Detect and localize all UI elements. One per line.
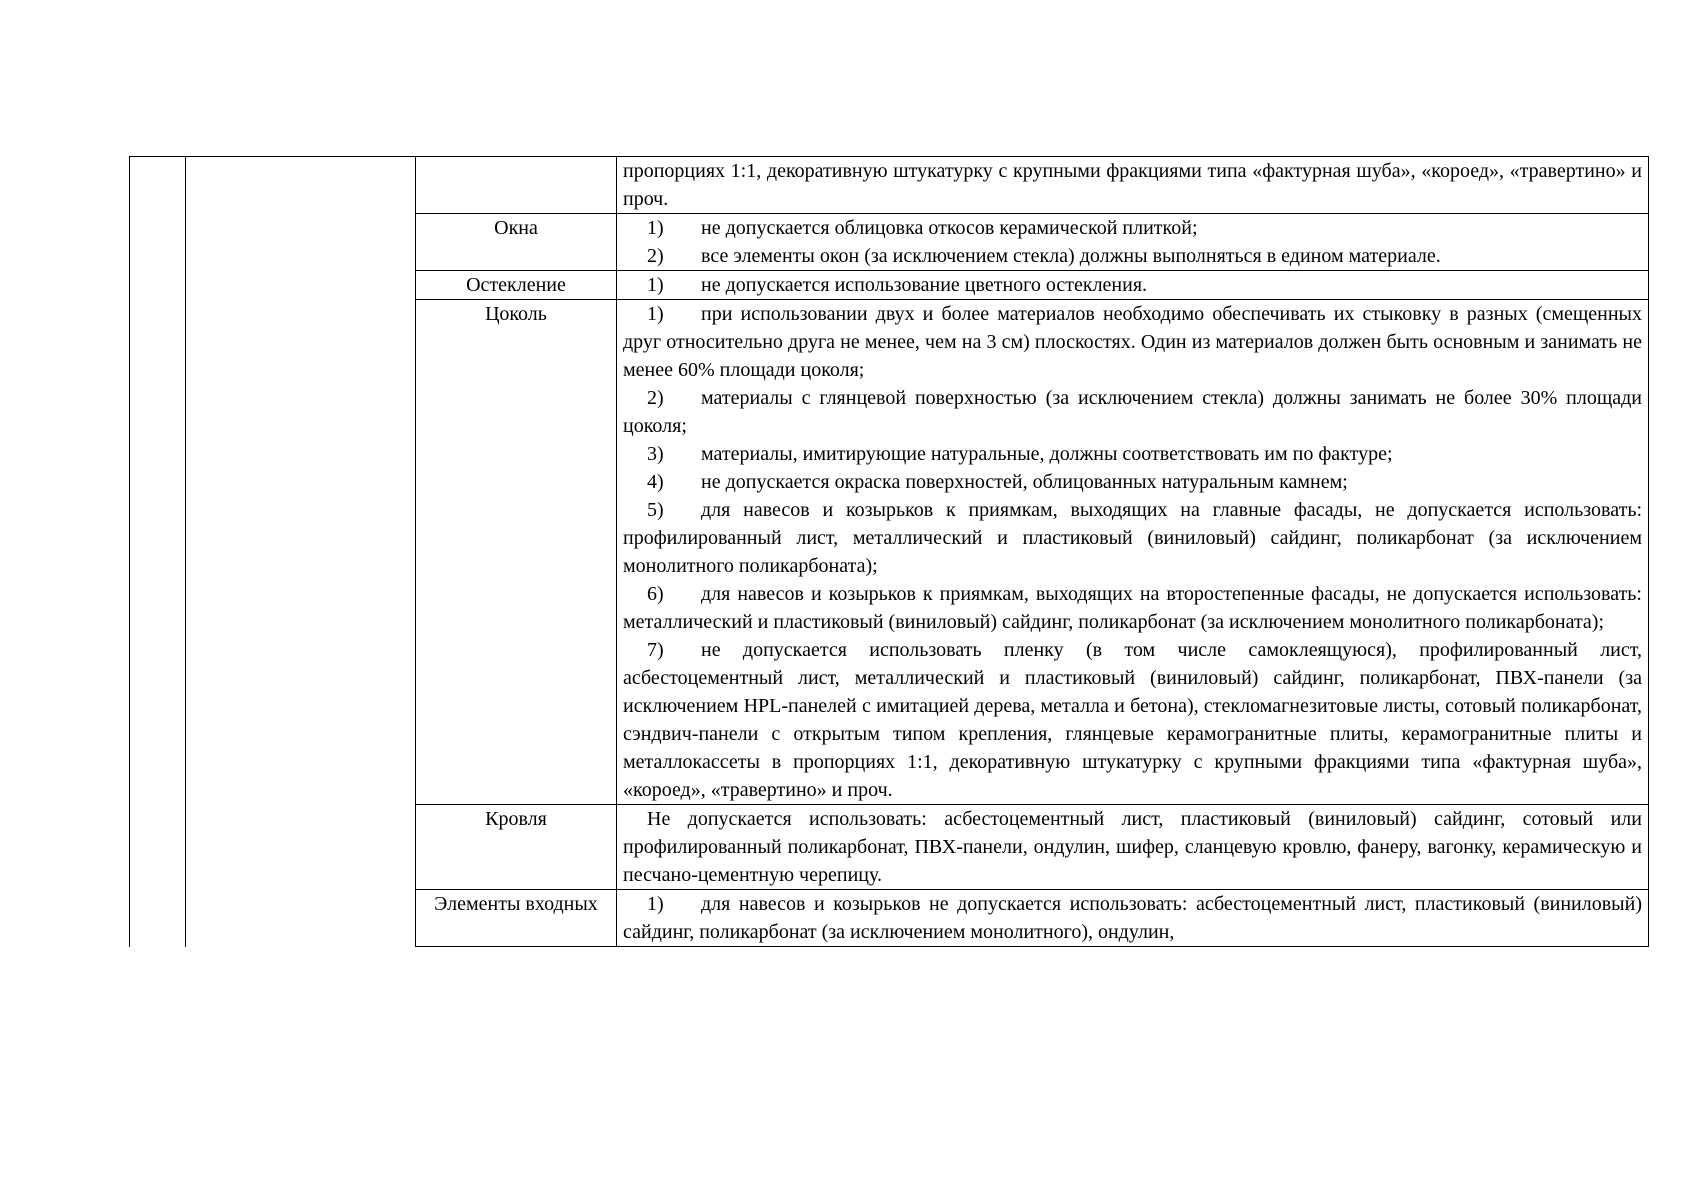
element-cell — [416, 157, 617, 214]
element-cell: Окна — [416, 214, 617, 271]
list-item — [623, 496, 1642, 580]
item-text: для навесов и козырьков к приямкам, выходящих на главные фасады, не допускается использовать: профилированный лист, металлический и пластиковый (виниловый) сайдинг, поликарбонат (за исключением монолитного поликарбоната); — [623, 499, 1642, 577]
category-cell — [186, 157, 416, 947]
item-number: 2) — [647, 245, 664, 267]
element-cell: Остекление — [416, 271, 617, 300]
item-text: для навесов и козырьков не допускается использовать: асбестоцементный лист, пластиковый (виниловый) сайдинг, поликарбонат (за исключением монолитного), ондулин, — [623, 893, 1642, 943]
item-number: 4) — [647, 471, 664, 493]
requirements-table — [129, 156, 1649, 947]
element-cell: Цоколь — [416, 300, 617, 805]
item-text: все элементы окон (за исключением стекла) должны выполняться в едином материале. — [701, 245, 1441, 267]
item-number: 7) — [647, 639, 664, 661]
number-cell — [130, 157, 186, 947]
item-number: 3) — [647, 443, 664, 465]
item-number: 1) — [647, 274, 664, 296]
item-number: 6) — [647, 583, 664, 605]
item-number: 1) — [647, 217, 664, 239]
item-text: материалы, имитирующие натуральные, должны соответствовать им по фактуре; — [701, 443, 1393, 465]
requirements-cell — [617, 890, 1649, 947]
table-row — [130, 157, 1649, 214]
list-item — [623, 580, 1642, 636]
item-number: 2) — [647, 387, 664, 409]
list-item — [623, 890, 1642, 946]
requirements-cell — [617, 157, 1649, 214]
requirements-cell — [617, 300, 1649, 805]
list-item — [623, 271, 1642, 299]
item-text: при использовании двух и более материалов необходимо обеспечивать их стыковку в разных (смещенных друг относительно друга не менее, чем на 3 см) плоскостях. Один из материалов должен быть основным и занимать не менее 60% площади цоколя; — [623, 303, 1642, 381]
requirements-cell — [617, 271, 1649, 300]
list-item — [623, 300, 1642, 384]
list-item — [623, 468, 1642, 496]
requirements-cell — [617, 805, 1649, 890]
element-cell: Кровля — [416, 805, 617, 890]
item-number: 1) — [647, 893, 664, 915]
list-item — [623, 440, 1642, 468]
item-text: не допускается использовать пленку (в том числе самоклеящуюся), профилированный лист, асбестоцементный лист, металлический и пластиковый (виниловый) сайдинг, поликарбонат, ПВХ-панели (за исключением HPL-панелей с имитацией дерева, металла и бетона), стекломагнезитовые листы, сотовый поликарбонат, сэндвич-панели с открытым типом крепления, глянцевые керамогранитные плиты, керамогранитные плиты и металлокассеты в пропорциях 1:1, декоративную штукатурку с крупными фракциями типа «фактурная шуба», «короед», «травертино» и проч. — [623, 639, 1642, 801]
element-cell: Элементы входных — [416, 890, 617, 947]
list-item — [623, 242, 1642, 270]
requirement-text: пропорциях 1:1, декоративную штукатурку с крупными фракциями типа «фактурная шуба», «короед», «травертино» и проч. — [623, 160, 1642, 210]
item-number: 1) — [647, 303, 664, 325]
requirements-cell — [617, 214, 1649, 271]
item-text: не допускается использование цветного остекления. — [701, 274, 1148, 296]
list-item — [623, 636, 1642, 804]
item-text: не допускается окраска поверхностей, облицованных натуральным камнем; — [701, 471, 1348, 493]
requirement-text: Не допускается использовать: асбестоцементный лист, пластиковый (виниловый) сайдинг, сотовый или профилированный поликарбонат, ПВХ-панели, ондулин, шифер, сланцевую кровлю, фанеру, вагонку, керамическую и песчано-цементную черепицу. — [623, 808, 1642, 886]
item-text: не допускается облицовка откосов керамической плиткой; — [701, 217, 1198, 239]
item-text: для навесов и козырьков к приямкам, выходящих на второстепенные фасады, не допускается использовать: металлический и пластиковый (виниловый) сайдинг, поликарбонат (за исключением монолитного поликарбоната); — [623, 583, 1642, 633]
list-item — [623, 214, 1642, 242]
item-text: материалы с глянцевой поверхностью (за исключением стекла) должны занимать не более 30% площади цоколя; — [623, 387, 1642, 437]
item-number: 5) — [647, 499, 664, 521]
list-item — [623, 384, 1642, 440]
